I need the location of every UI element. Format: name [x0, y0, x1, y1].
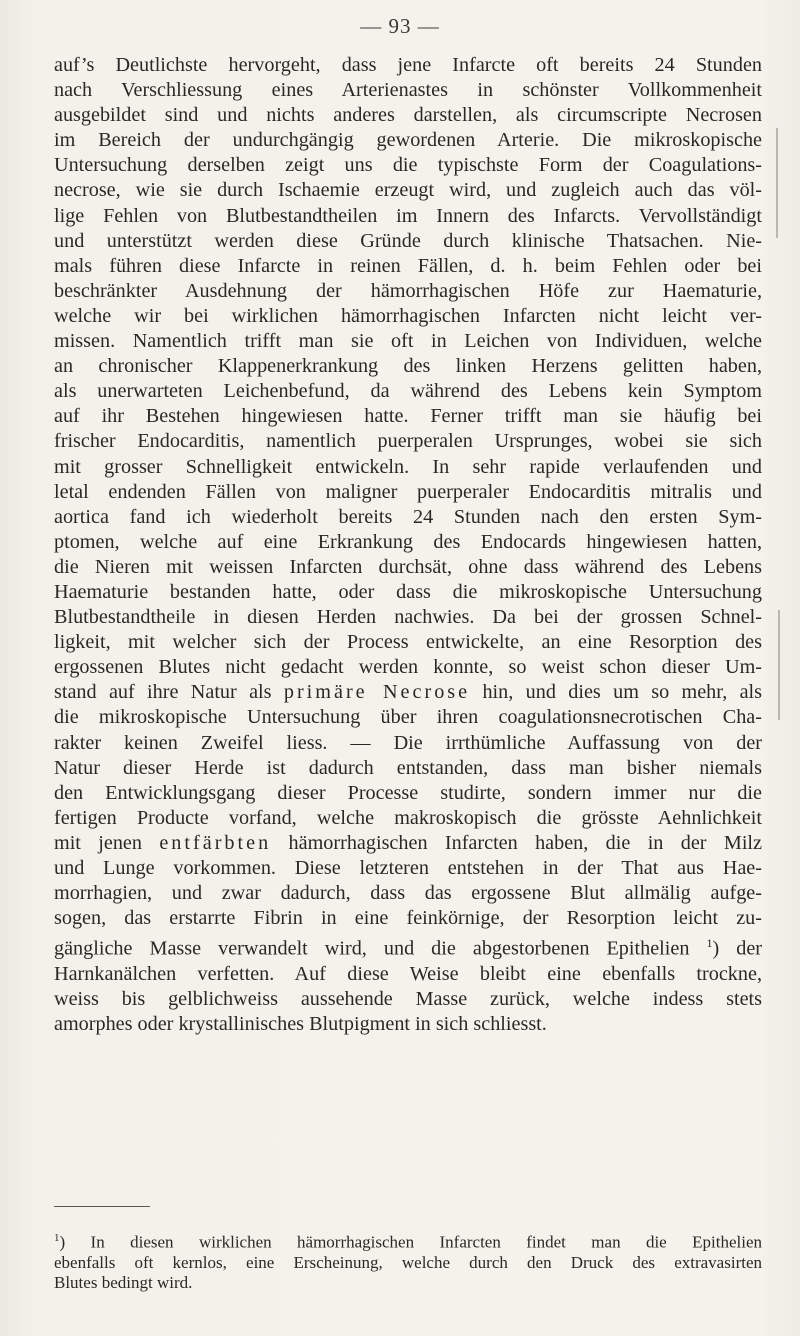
- footnote-line: Blutes bedingt wird.: [54, 1272, 193, 1292]
- text-line: an chronischer Klappenerkrankung des linken Herzens gelitten haben,: [54, 355, 762, 378]
- text-line: lige Fehlen von Blutbestandtheilen im Innern des Infarcts. Vervollständigt: [54, 204, 762, 227]
- text-line: sogen, das erstarrte Fibrin in eine feinkörnige, der Resorption leicht zu-: [54, 907, 762, 930]
- text-fragment: stand auf ihre Natur als: [54, 681, 284, 704]
- text-line: die Nieren mit weissen Infarcten durchsät, ohne dass während des Lebens: [54, 555, 762, 578]
- text-line: ausgebildet sind und nichts anderes darstellen, als circumscripte Necrosen: [54, 104, 762, 127]
- text-fragment: hämorrhagischen Infarcten haben, die in der Milz: [271, 831, 762, 854]
- page-edge-mark: [776, 128, 778, 238]
- text-line: fertigen Producte vorfand, welche makroskopisch die grösste Aehnlichkeit: [54, 806, 762, 829]
- footnote-line: [54, 1228, 762, 1253]
- text-line: frischer Endocarditis, namentlich puerperalen Ursprunges, wobei sie sich: [54, 430, 762, 453]
- text-line: welche wir bei wirklichen hämorrhagischen Infarcten nicht leicht ver-: [54, 304, 762, 327]
- text-line: amorphes oder krystallinisches Blutpigment in sich schliesst.: [54, 1013, 547, 1036]
- text-line: Blutbestandtheile in diesen Herden nachwies. Da bei der grossen Schnel-: [54, 606, 762, 629]
- text-line: Natur dieser Herde ist dadurch entstanden, dass man bisher niemals: [54, 756, 762, 779]
- page-edge-mark: [778, 610, 780, 720]
- footnote-marker: 1: [54, 1232, 60, 1244]
- text-fragment: ) der: [712, 938, 763, 961]
- text-line: auf’s Deutlichste hervorgeht, dass jene Infarcte oft bereits 24 Stunden: [54, 54, 762, 76]
- text-line: rakter keinen Zweifel liess. — Die irrthümliche Auffassung von der: [54, 731, 762, 754]
- text-line: und Lunge vorkommen. Diese letzteren entstehen in der That aus Hae-: [54, 857, 762, 879]
- footnote: [54, 1228, 762, 1293]
- text-line: auf ihr Bestehen hingewiesen hatte. Ferner trifft man sie häufig bei: [54, 405, 762, 428]
- text-line: die mikroskopische Untersuchung über ihren coagulationsnecrotischen Cha-: [54, 706, 762, 729]
- text-line: letal endenden Fällen von maligner puerperaler Endocarditis mitralis und: [54, 480, 762, 503]
- text-fragment: gängliche Masse verwandelt wird, und die abgestorbenen Epithelien: [54, 938, 690, 961]
- text-fragment: mit jenen: [54, 831, 160, 854]
- text-line: mit grosser Schnelligkeit entwickeln. In sehr rapide verlaufenden und: [54, 455, 762, 478]
- text-line: aortica fand ich wiederholt bereits 24 Stunden nach den ersten Sym-: [54, 505, 762, 528]
- text-line: im Bereich der undurchgängig gewordenen Arterie. Die mikroskopische: [54, 129, 762, 152]
- text-line-footnote-ref: [54, 931, 762, 962]
- footnote-line: ebenfalls oft kernlos, eine Erscheinung, welche durch den Druck des extravasirten: [54, 1252, 762, 1272]
- text-line: ligkeit, mit welcher sich der Process entwickelte, an eine Resorption des: [54, 631, 762, 654]
- text-line: ptomen, welche auf eine Erkrankung des Endocards hingewiesen hatten,: [54, 530, 762, 553]
- footnote-ref: 1: [706, 936, 713, 951]
- text-line: Haematurie bestanden hatte, oder dass die mikroskopische Untersuchung: [54, 580, 762, 603]
- text-line: ergossenen Blutes nicht gedacht werden konnte, so weist schon dieser Um-: [54, 656, 762, 679]
- text-line: mals führen diese Infarcte in reinen Fällen, d. h. beim Fehlen oder bei: [54, 254, 762, 277]
- text-fragment: hin, und dies um so mehr, als: [470, 681, 762, 704]
- text-line: weiss bis gelblichweiss aussehende Masse zurück, welche indess stets: [54, 988, 762, 1011]
- text-line: beschränkter Ausdehnung der hämorrhagischen Höfe zur Haematurie,: [54, 279, 762, 302]
- text-line: Untersuchung derselben zeigt uns die typischste Form der Coagulations-: [54, 154, 762, 177]
- footnote-divider: [54, 1206, 150, 1207]
- page-number: — 93 —: [360, 14, 440, 38]
- text-line-emphasis: [54, 680, 762, 705]
- text-line: den Entwicklungsgang dieser Processe studirte, sondern immer nur die: [54, 781, 762, 804]
- text-line: necrose, wie sie durch Ischaemie erzeugt wird, und zugleich auch das völ-: [54, 179, 762, 202]
- text-line: und unterstützt werden diese Gründe durch klinische Thatsachen. Nie-: [54, 229, 762, 252]
- text-line: morrhagien, und zwar dadurch, dass das ergossene Blut allmälig aufge-: [54, 882, 762, 905]
- text-line: als unerwarteten Leichenbefund, da während des Lebens kein Symptom: [54, 380, 762, 403]
- spaced-emphasis: primäre Necrose: [283, 681, 471, 704]
- text-line: nach Verschliessung eines Arterienastes in schönster Vollkommenheit: [54, 79, 762, 102]
- text-line: missen. Namentlich trifft man sie oft in Leichen von Individuen, welche: [54, 330, 762, 353]
- spaced-emphasis: entfärbten: [159, 831, 272, 854]
- text-line-emphasis: [54, 831, 762, 856]
- body-text: [54, 53, 762, 1037]
- text-line: Harnkanälchen verfetten. Auf diese Weise bleibt eine ebenfalls trockne,: [54, 963, 762, 986]
- text-fragment: ) In diesen wirklichen hämorrhagischen Infarcten findet man die Epithelien: [59, 1232, 762, 1252]
